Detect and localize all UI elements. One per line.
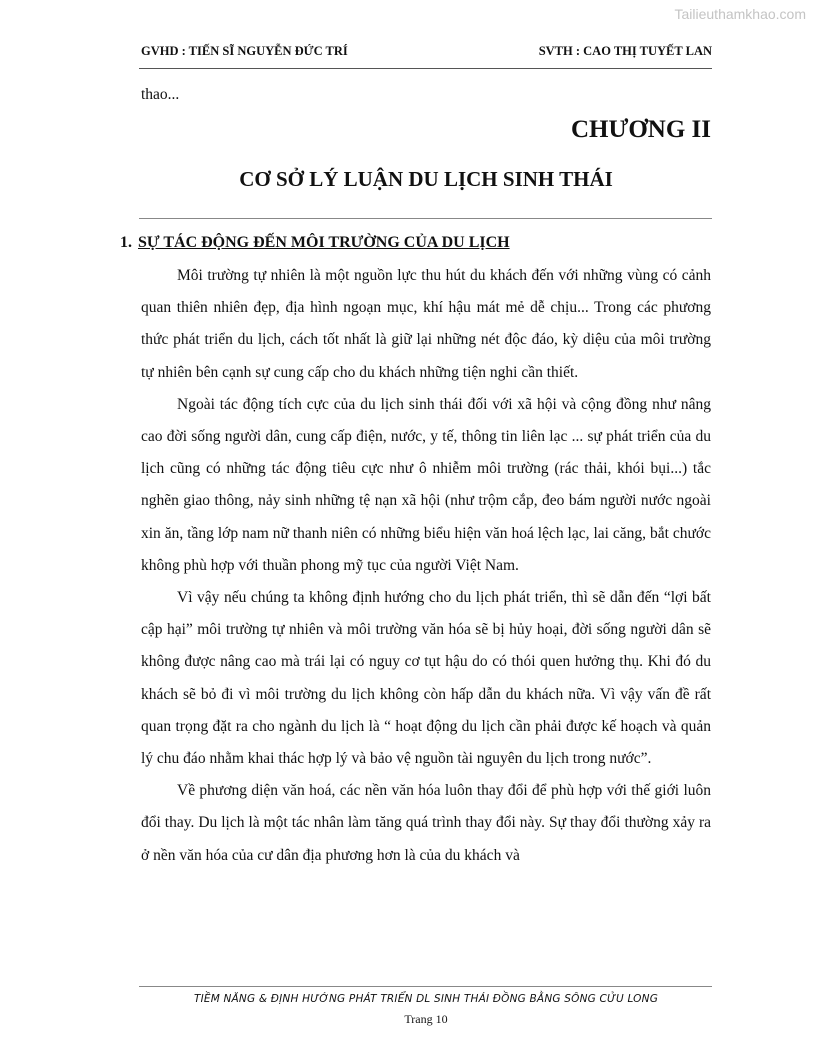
title-divider bbox=[139, 218, 712, 219]
header-divider bbox=[139, 68, 712, 69]
header-advisor: GVHD : TIẾN SĨ NGUYỄN ĐỨC TRÍ bbox=[141, 44, 348, 58]
section-heading bbox=[120, 234, 510, 252]
footer-divider bbox=[139, 986, 712, 987]
section-title: SỰ TÁC ĐỘNG ĐẾN MÔI TRƯỜNG CỦA DU LỊCH bbox=[138, 234, 510, 251]
footer-title: TIỀM NĂNG & ĐỊNH HƯỚNG PHÁT TRIỂN DL SINH THÁI ĐỒNG BẰNG SÔNG CỬU LONG bbox=[193, 993, 659, 1005]
paragraph: Về phương diện văn hoá, các nền văn hóa luôn thay đổi để phù hợp với thế giới luôn đổi thay. Du lịch là một tác nhân làm tăng quá trình thay đổi này. Sự thay đổi thường xảy ra ở nền văn hóa của cư dân địa phương hơn là của du khách và bbox=[141, 782, 711, 864]
paragraph: Môi trường tự nhiên là một nguồn lực thu hút du khách đến với những vùng có cảnh quan thiên nhiên đẹp, địa hình ngoạn mục, khí hậu mát mẻ dễ chịu... Trong các phương thức phát triển du lịch, cách tốt nhất là giữ lại những nét độc đáo, kỳ diệu của môi trường tự nhiên bên cạnh sự cung cấp cho du khách những tiện nghi cần thiết. bbox=[141, 267, 711, 381]
chapter-heading: CHƯƠNG II bbox=[570, 116, 711, 143]
body-text bbox=[141, 260, 711, 872]
continuation-text: thao... bbox=[141, 86, 180, 103]
watermark: Tailieuthamkhao.com bbox=[674, 6, 806, 22]
paragraph: Vì vậy nếu chúng ta không định hướng cho du lịch phát triển, thì sẽ dẫn đến “lợi bất cập hại” môi trường tự nhiên và môi trường văn hóa sẽ bị hủy hoại, đời sống người dân sẽ không được nâng cao mà trái lại có nguy cơ tụt hậu do có thói quen hưởng thụ. Khi đó du khách sẽ bỏ đi vì môi trường du lịch không còn hấp dẫn du khách nữa. Vì vậy vấn đề rất quan trọng đặt ra cho ngành du lịch là “ hoạt động du lịch cần phải được kế hoạch và quản lý chu đáo nhằm khai thác hợp lý và bảo vệ nguồn tài nguyên du lịch trong nước”. bbox=[141, 589, 711, 768]
page-number: Trang 10 bbox=[404, 1012, 448, 1026]
chapter-title: CƠ SỞ LÝ LUẬN DU LỊCH SINH THÁI bbox=[239, 167, 613, 191]
page-header bbox=[141, 44, 712, 59]
paragraph: Ngoài tác động tích cực của du lịch sinh thái đối với xã hội và cộng đồng như nâng cao đời sống người dân, cung cấp điện, nước, y tế, thông tin liên lạc ... sự phát triển của du lịch cũng có những tác động tiêu cực như ô nhiễm môi trường (rác thải, khói bụi...) tắc nghẽn giao thông, nảy sinh những tệ nạn xã hội (như trộm cắp, đeo bám người nước ngoài xin ăn, tầng lớp nam nữ thanh niên có những biểu hiện văn hoá lệch lạc, lai căng, bắt chước không phù hợp với thuần phong mỹ tục của người Việt Nam. bbox=[141, 395, 711, 574]
section-number: 1. bbox=[120, 234, 132, 251]
header-student: SVTH : CAO THỊ TUYẾT LAN bbox=[538, 44, 712, 58]
